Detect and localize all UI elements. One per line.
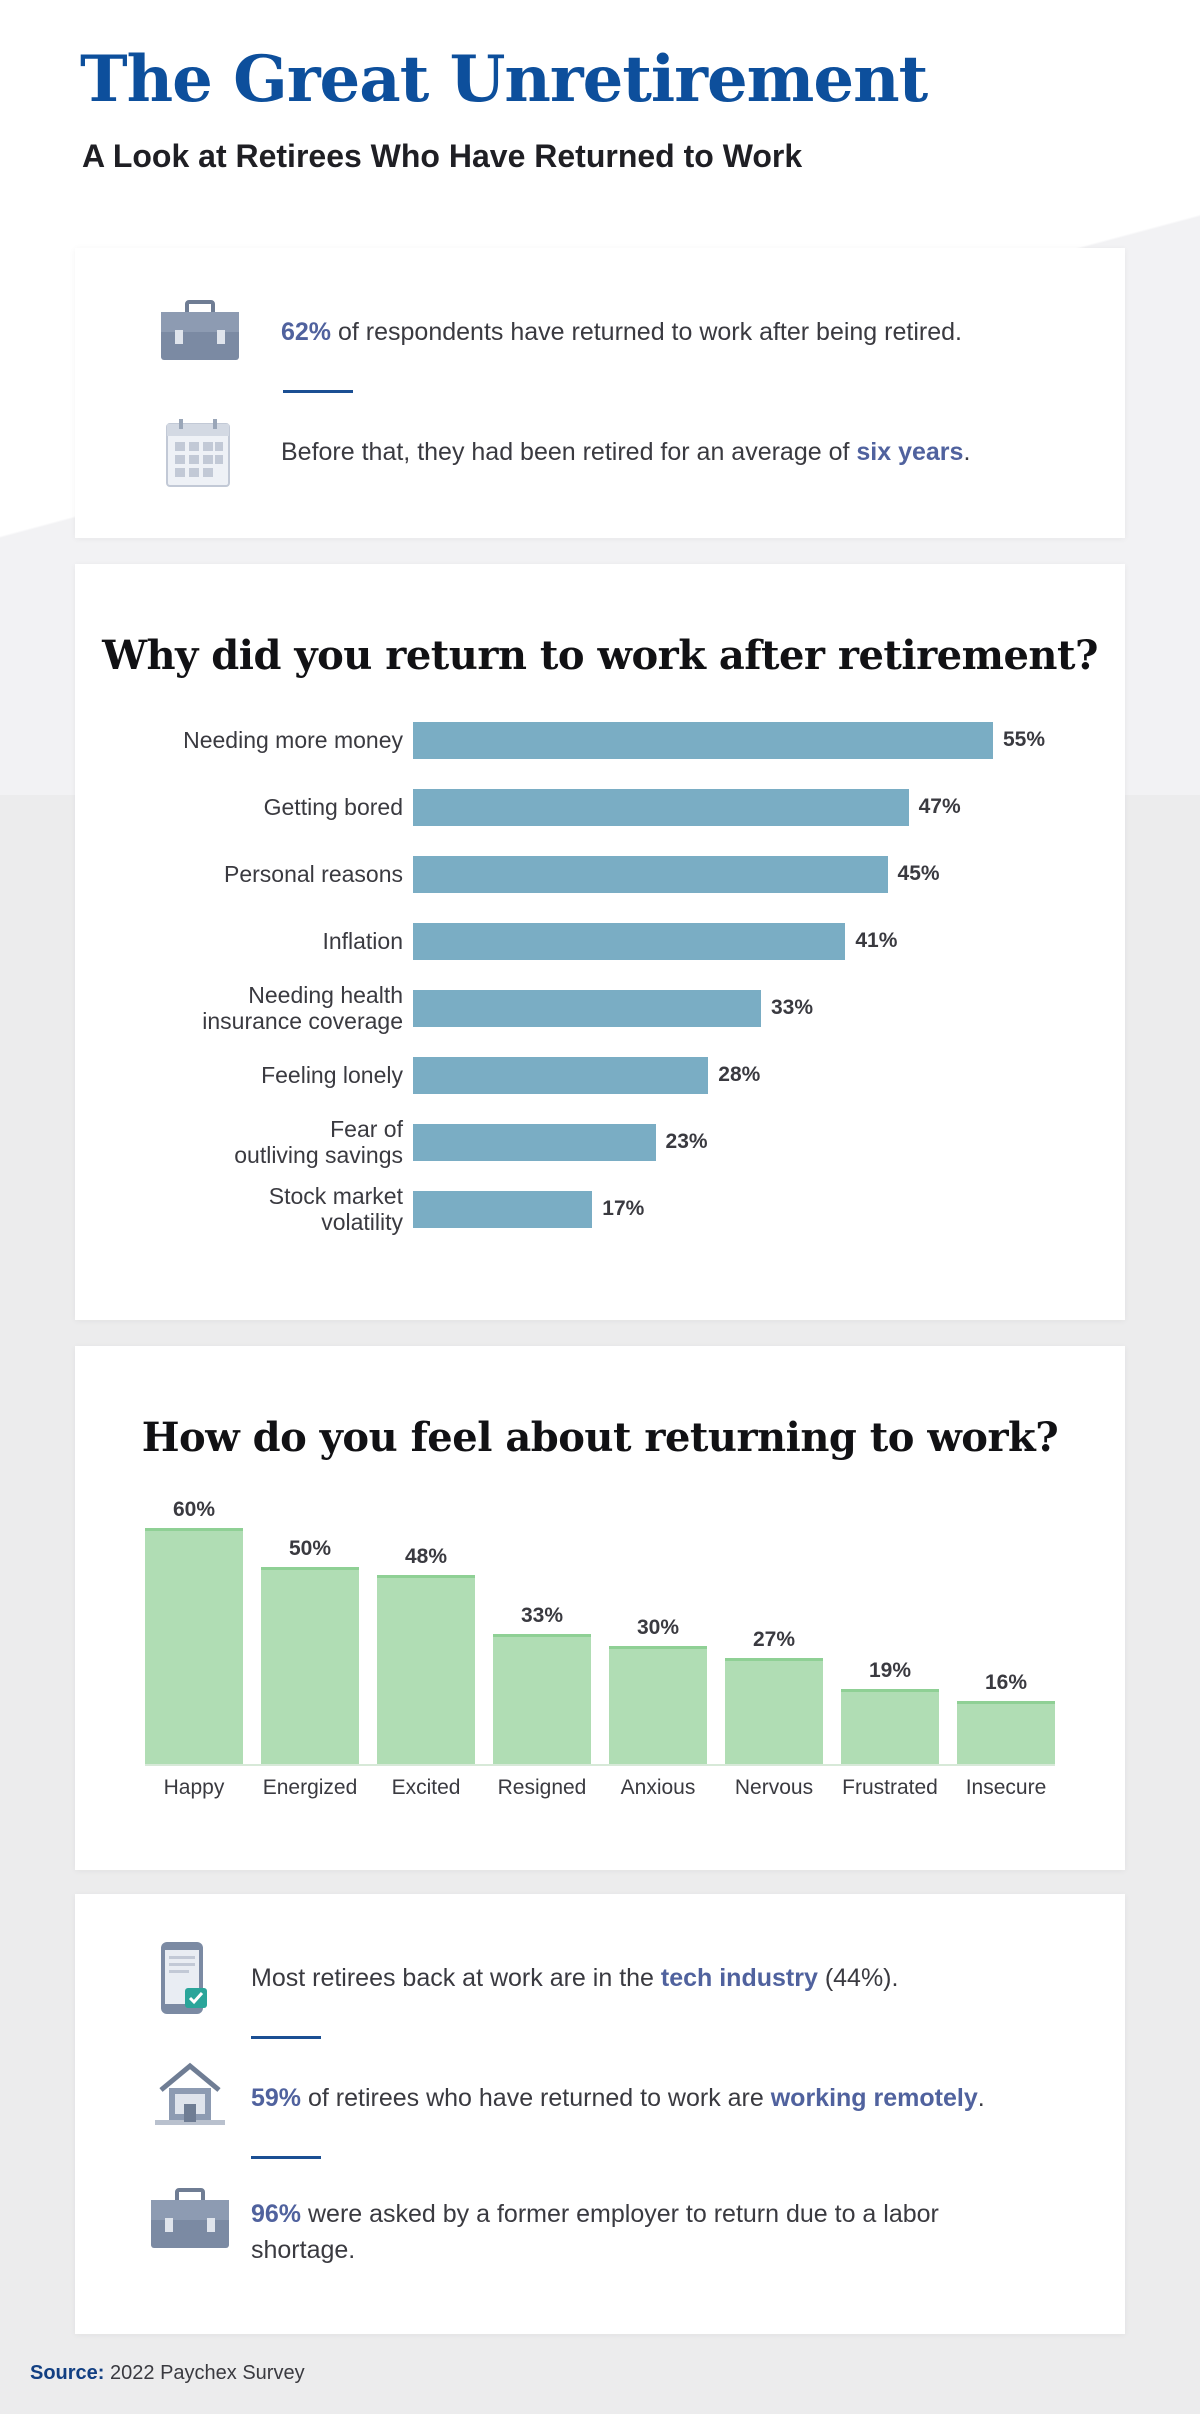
category-label-line: outliving savings <box>234 1142 403 1168</box>
bar-value-label: 60% <box>172 1498 216 1521</box>
bar-value-label: 30% <box>636 1616 680 1639</box>
briefcase-icon <box>149 2188 231 2250</box>
stat-text: of retirees who have returned to work are <box>301 2084 771 2112</box>
bar-category-label: Happy <box>163 1776 225 1799</box>
bar-value-label: 27% <box>752 1627 796 1651</box>
stat-text: were asked by a former employer to return due to a labor <box>301 2200 939 2228</box>
bar-value-label: 17% <box>602 1197 645 1220</box>
category-label-line: Fear of <box>330 1116 403 1142</box>
bar <box>413 1057 708 1094</box>
stat-highlight: 59% <box>251 2084 302 2112</box>
category-label-line: Needing more money <box>183 727 403 753</box>
bar <box>413 722 993 759</box>
category-label-line: Getting bored <box>263 794 403 820</box>
bar-value-label: 23% <box>665 1130 708 1153</box>
bar-category-label <box>83 1116 403 1168</box>
category-label-line: Stock market <box>268 1183 403 1209</box>
bar-value-label: 55% <box>1003 728 1046 751</box>
bar <box>493 1634 591 1764</box>
divider <box>251 2036 321 2039</box>
bar-category-label: Energized <box>262 1776 358 1799</box>
category-label-line: Needing health <box>248 982 403 1008</box>
stat-years-retired <box>281 434 970 470</box>
bar <box>841 1689 939 1764</box>
bar <box>413 1191 592 1228</box>
bar-value-label: 28% <box>718 1063 761 1086</box>
stat-suffix: (44%). <box>817 1964 899 1992</box>
bar <box>413 923 845 960</box>
bar <box>413 1124 656 1161</box>
stat-suffix: . <box>963 438 971 466</box>
bar-category-label: Anxious <box>620 1776 696 1799</box>
stat-text: of respondents have returned to work after being retired. <box>331 318 962 346</box>
bar <box>413 990 761 1027</box>
page-title: The Great Unretirement <box>80 42 928 117</box>
bar <box>145 1528 243 1764</box>
house-icon <box>155 2062 225 2126</box>
category-label-line: Personal reasons <box>224 861 403 887</box>
bar-value-label: 47% <box>918 795 961 818</box>
bar-value-label: 41% <box>855 929 898 952</box>
bar-value-label: 45% <box>897 862 940 885</box>
stat-highlight: 96% <box>251 2200 302 2228</box>
bar-category-label: Nervous <box>734 1776 814 1799</box>
chart-title: How do you feel about returning to work? <box>141 1414 1059 1461</box>
bar-category-label <box>83 928 403 954</box>
source-text: 2022 Paychex Survey <box>104 2362 305 2384</box>
stat-highlight: 62% <box>281 318 332 346</box>
stat-returned-to-work <box>281 314 962 350</box>
calendar-icon <box>165 418 231 488</box>
bar <box>413 856 888 893</box>
stat-suffix: . <box>977 2084 985 2112</box>
bar-value-label: 50% <box>288 1537 332 1561</box>
stat-text: Before that, they had been retired for an average of <box>281 438 857 466</box>
bottom-stats-card <box>75 1894 1125 2334</box>
x-axis-baseline <box>145 1764 1055 1766</box>
intro-stats-card <box>75 248 1125 538</box>
bar-category-label: Frustrated <box>842 1776 938 1799</box>
bar <box>261 1567 359 1764</box>
bar-category-label: Excited <box>391 1776 461 1799</box>
chart-title: Why did you return to work after retirement? <box>102 632 1098 679</box>
bar-category-label <box>83 727 403 753</box>
source-label: Source: <box>30 2362 105 2384</box>
bar <box>609 1646 707 1764</box>
bar-value-label: 16% <box>984 1671 1028 1695</box>
stat-tech-industry <box>251 1960 898 1996</box>
bar-category-label <box>83 982 403 1034</box>
category-label-line: insurance coverage <box>202 1008 403 1034</box>
bar <box>725 1658 823 1764</box>
stat-working-remotely <box>251 2080 985 2116</box>
bar <box>413 789 909 826</box>
smartphone-icon <box>159 1940 209 2018</box>
stat-text: Most retirees back at work are in the <box>251 1964 661 1992</box>
feelings-chart-card <box>75 1346 1125 1870</box>
bar-category-label <box>83 861 403 887</box>
stat-highlight: six years <box>856 438 964 466</box>
divider <box>251 2156 321 2159</box>
page-subtitle: A Look at Retirees Who Have Returned to Work <box>82 138 803 174</box>
divider <box>283 390 353 393</box>
bar-category-label <box>83 794 403 820</box>
category-label-line: volatility <box>321 1209 403 1235</box>
bar-category-label <box>83 1062 403 1088</box>
bar-value-label: 19% <box>868 1659 912 1683</box>
briefcase-icon <box>159 300 241 362</box>
stat-highlight-secondary: working remotely <box>770 2084 978 2112</box>
bar-category-label: Resigned <box>497 1776 587 1799</box>
bar <box>957 1701 1055 1764</box>
bar-value-label: 33% <box>520 1604 564 1628</box>
stat-text-line2: shortage. <box>251 2236 356 2264</box>
bar-category-label <box>83 1183 403 1235</box>
source-note <box>30 2362 305 2385</box>
category-label-line: Inflation <box>322 928 403 954</box>
stat-former-employer <box>251 2196 939 2268</box>
bar <box>377 1575 475 1764</box>
bar-value-label: 48% <box>404 1545 448 1569</box>
bar-category-label: Insecure <box>965 1776 1047 1799</box>
bar-value-label: 33% <box>771 996 814 1019</box>
stat-highlight: tech industry <box>660 1964 818 1992</box>
category-label-line: Feeling lonely <box>261 1062 403 1088</box>
reasons-chart-card <box>75 564 1125 1320</box>
